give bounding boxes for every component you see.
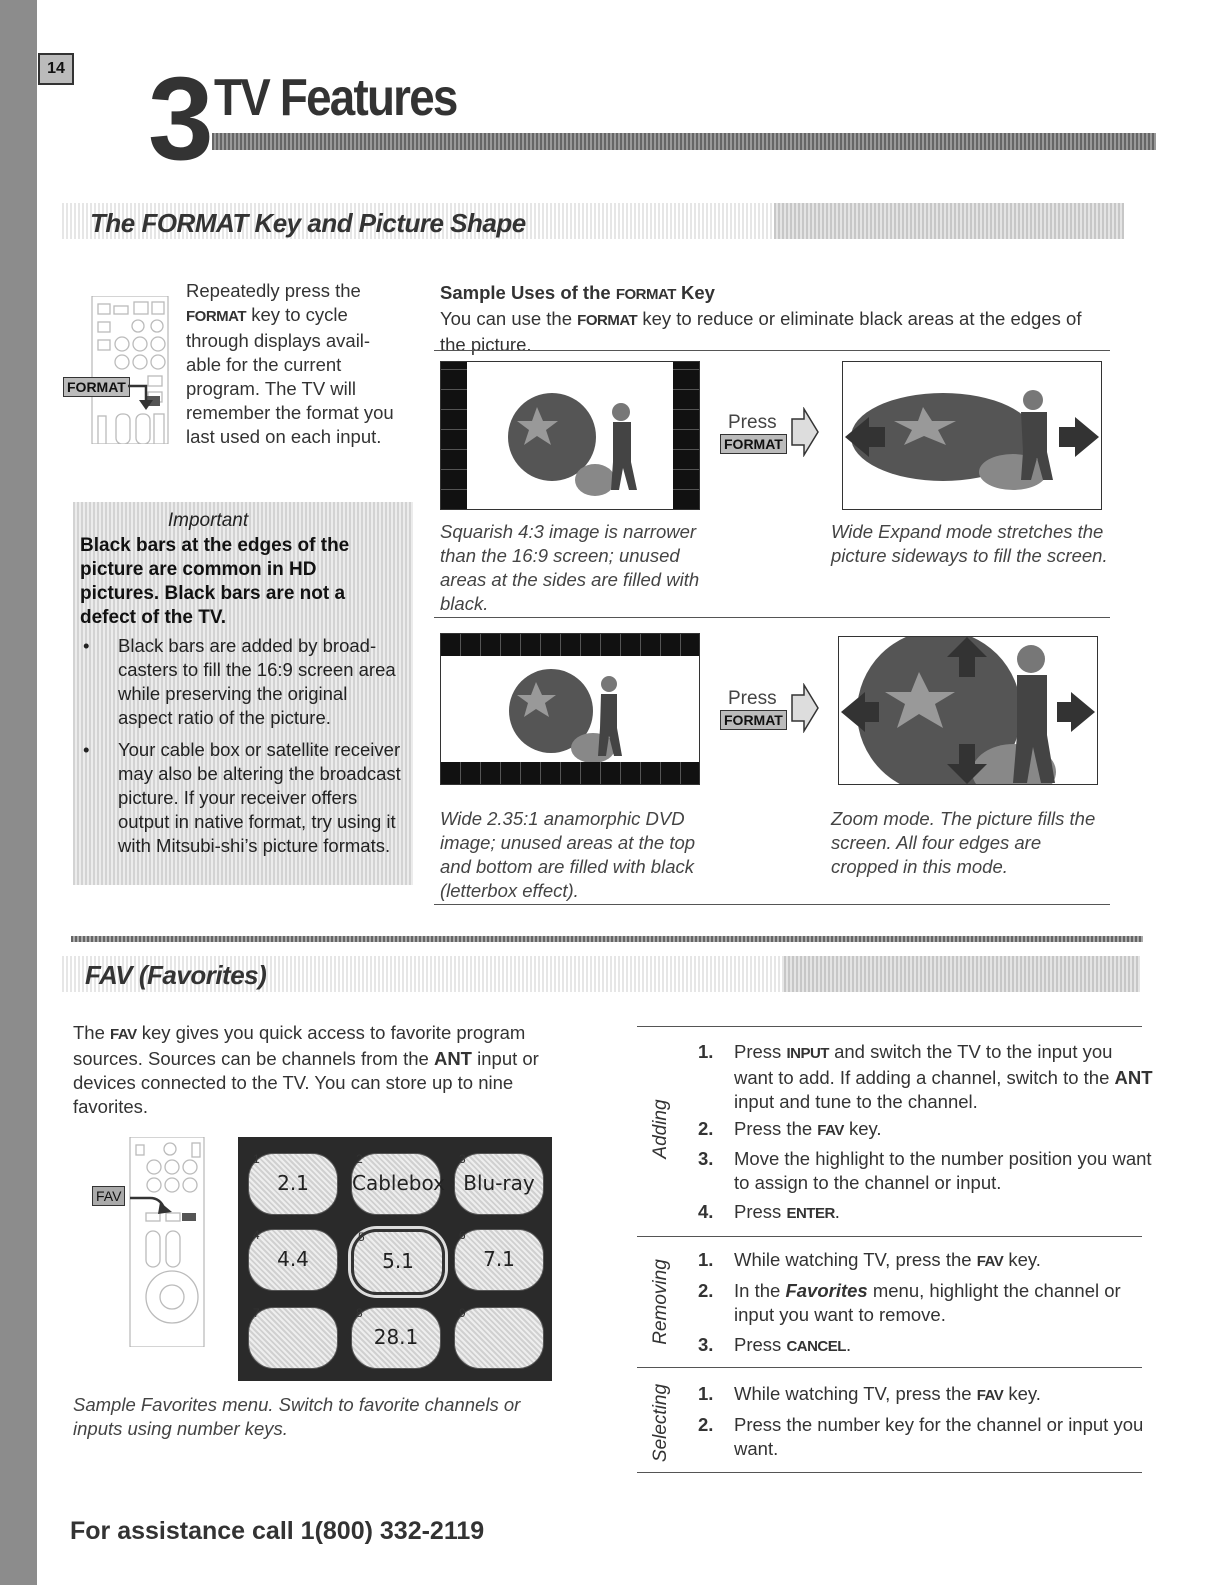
favorite-slot-8[interactable]: 8 28.1 [351,1307,441,1369]
format-key-callout: FORMAT [63,377,130,397]
format-section-title: The FORMAT Key and Picture Shape [90,208,526,238]
caption-letterbox: Wide 2.35:1 anamorphic DVD image; unused areas at the top and bottom are filled with black (letterbox effect). [440,808,696,901]
favorite-slot-7[interactable]: 7 [248,1307,338,1369]
favorite-slot-9[interactable]: 9 [454,1307,544,1369]
fav-intro-text: The FAV key gives you quick access to favorite program sources. Sources can be channels from the ANT input or devices connected to the TV. You can store up to nine favorites. [73,1022,539,1117]
important-bullet: • Your cable box or satellite receiver may also be altering the broadcast picture. If your receiver offers output in native format, try using it with Mitsubi-shi’s picture formats. [83,739,401,856]
page-number: 14 [38,53,74,85]
favorite-slot-3[interactable]: 3 Blu-ray [454,1153,544,1215]
caption-wide-expand: Wide Expand mode stretches the picture sideways to fill the screen. [831,521,1108,566]
fav-key-callout: FAV [92,1186,125,1206]
favorite-slot-2[interactable]: 2 Cablebox [351,1153,441,1215]
press-label: Press [728,412,777,433]
divider [637,1367,1142,1368]
removing-label: Removing [650,1259,671,1345]
favorite-slot-6[interactable]: 6 7.1 [454,1229,544,1291]
ball-and-child-picture [441,656,699,762]
divider [637,1236,1142,1237]
important-title: Important [167,510,249,531]
sample-uses-text: Sample Uses of the FORMAT Key You can use the FORMAT key to reduce or eliminate black areas at the edges of the picture. [440,282,1082,355]
divider [434,904,1110,905]
chapter-rule [212,133,1156,150]
ball-and-child-picture [467,362,673,509]
important-bullet: • Black bars are added by broad-casters to fill the 16:9 screen area while preserving the original aspect ratio of the picture. [83,635,396,728]
press-label: Press [728,688,777,709]
divider [434,617,1110,618]
remote-control-fav-illustration [90,1137,210,1347]
arrow-right-icon [790,407,820,457]
divider [434,350,1110,351]
format-key-label: FORMAT [720,710,787,730]
arrow-pointer-icon [128,384,158,414]
format-intro-text: Repeatedly press the FORMAT key to cycle through displays avail-able for the current program. The TV will remember the format you last used on each input. [186,280,394,447]
favorite-slot-5-selected[interactable]: 5 5.1 [351,1229,445,1295]
image-letterbox [440,633,700,785]
chapter-title: TV Features [214,69,457,127]
adding-label: Adding [650,1099,671,1159]
remote-control-format-illustration [62,296,174,444]
divider [637,1026,1142,1027]
fav-menu-caption: Sample Favorites menu. Switch to favorite channels or inputs using number keys. [73,1394,521,1439]
arrow-pointer-icon [130,1190,180,1220]
caption-zoom: Zoom mode. The picture fills the screen. All four edges are cropped in this mode. [831,808,1096,877]
favorites-menu [238,1137,552,1381]
important-callout [73,502,413,885]
format-key-label: FORMAT [720,434,787,454]
image-4x3-pillarbox [440,361,700,510]
zoomed-ball-picture [839,637,1097,784]
image-wide-expand [842,361,1102,510]
divider [637,1472,1142,1473]
fav-section-title: FAV (Favorites) [85,960,267,990]
selecting-label: Selecting [650,1383,671,1463]
page-edge-bar [0,0,37,1585]
arrow-right-icon [790,683,820,733]
section-rule [71,936,1143,942]
chapter-number: 3 [148,53,210,185]
favorite-slot-4[interactable]: 4 4.4 [248,1229,338,1291]
assistance-footer: For assistance call 1(800) 332-2119 [70,1517,485,1545]
favorite-slot-1[interactable]: 1 2.1 [248,1153,338,1215]
image-zoom [838,636,1098,785]
caption-4x3: Squarish 4:3 image is narrower than the 16:9 screen; unused areas at the sides are filled with black. [440,521,700,614]
stretched-ball-picture [843,362,1101,509]
important-statement: Black bars at the edges of the picture are common in HD pictures. Black bars are not a defect of the TV. [80,535,350,628]
